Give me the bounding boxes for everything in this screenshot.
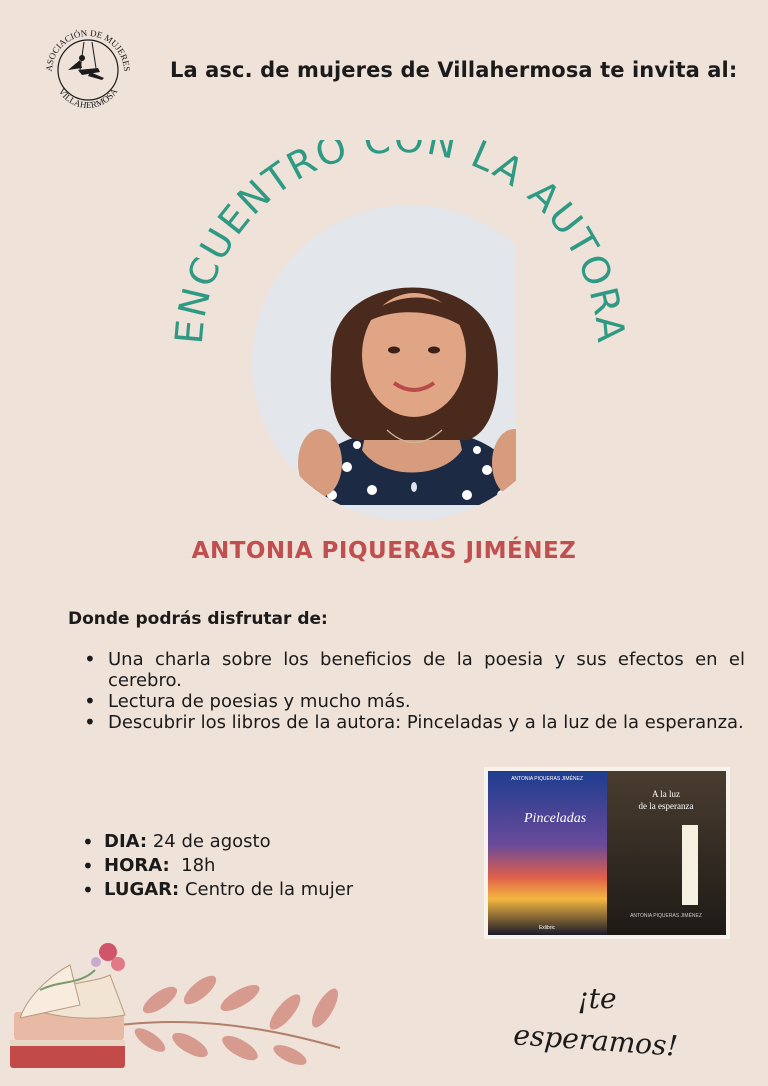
book2-author: ANTONIA PIQUERAS JIMÉNEZ: [630, 913, 702, 919]
benefits-list: [80, 649, 745, 733]
book-stack-icon: [10, 943, 125, 1068]
detail-day: [80, 830, 353, 854]
time-value: 18h: [169, 855, 216, 876]
time-label: HORA:: [104, 855, 170, 876]
logo-org-bottom: VILLAHERMOSA: [56, 86, 120, 111]
svg-text:VILLAHERMOSA: [57, 86, 120, 110]
association-logo: [38, 18, 138, 118]
list-item: • Lectura de poesias y mucho más.: [80, 691, 745, 712]
author-name: ANTONIA PIQUERAS JIMÉNEZ: [191, 538, 577, 564]
event-title-text: ENCUENTRO C N LA AUTORA: [166, 140, 630, 346]
closing-message: [505, 970, 705, 1070]
detail-place: [80, 878, 353, 902]
benefits-heading: Donde podrás disfrutar de:: [68, 609, 328, 629]
svg-text:ASOCIACIÓN DE MUJERES: [44, 28, 132, 72]
book1-title: Pinceladas: [524, 811, 587, 826]
book-covers: [484, 767, 730, 939]
day-value: 24 de agosto: [147, 831, 271, 852]
place-value: Centro de la mujer: [179, 879, 354, 900]
detail-time: [80, 854, 353, 878]
book2-title-line2: de la esperanza: [638, 801, 694, 811]
book1-publisher: Exlibric: [538, 925, 556, 931]
leaf-branch-icon: [120, 971, 343, 1069]
list-item: • Una charla sobre los beneficios de la poesia y sus efectos en el cerebro.: [80, 649, 745, 691]
swing-woman-icon: [68, 42, 104, 80]
closing-line-1: ¡te: [577, 982, 617, 1015]
book2-title-line1: A la luz: [652, 789, 680, 799]
place-label: LUGAR:: [104, 879, 180, 900]
decorative-books-flowers: [0, 930, 360, 1082]
book1-author: ANTONIA PIQUERAS JIMÉNEZ: [511, 776, 583, 782]
invitation-header: La asc. de mujeres de Villahermosa te invita al:: [170, 58, 738, 82]
event-details: [80, 830, 353, 902]
day-label: DIA:: [104, 831, 148, 852]
author-portrait: [252, 205, 516, 519]
logo-org-top: ASOCIACIÓN DE MUJERES: [43, 27, 133, 72]
book-a-la-luz: [607, 771, 726, 935]
list-item: • Descubrir los libros de la autora: Pinceladas y a la luz de la esperanza.: [80, 712, 745, 733]
closing-line-2: esperamos!: [512, 1018, 679, 1063]
book-pinceladas: [488, 771, 607, 935]
